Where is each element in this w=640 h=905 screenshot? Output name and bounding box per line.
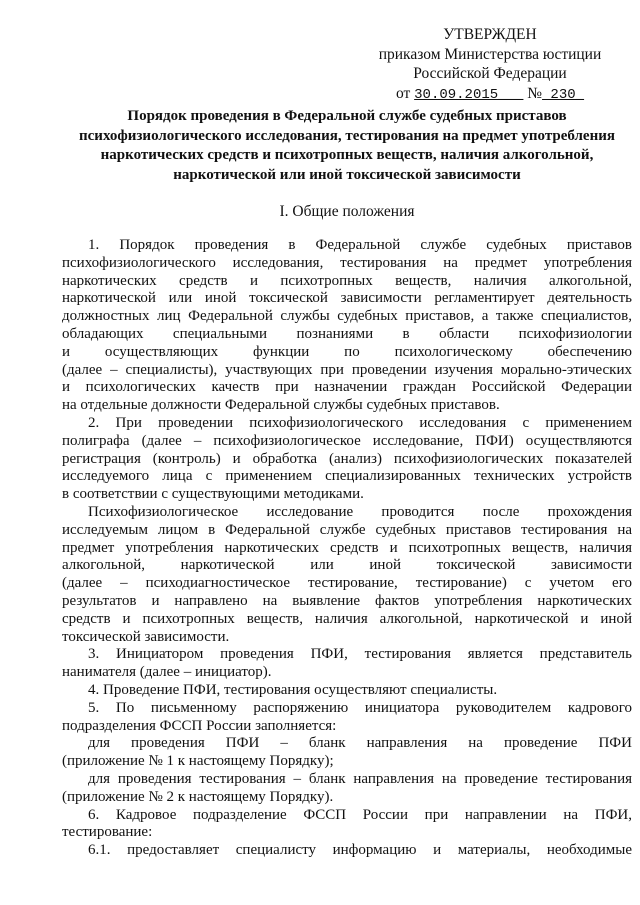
date-prefix: от bbox=[395, 84, 411, 102]
paragraph bbox=[62, 842, 632, 860]
approval-stamp bbox=[370, 25, 610, 105]
order-date: 30.09.2015___ bbox=[414, 86, 524, 103]
paragraph-line: и психологических качеств при назначении граждан Российской Федерации bbox=[62, 379, 632, 396]
paragraph-line: предмет употребления наркотических средств и психотропных веществ, наличия bbox=[62, 539, 632, 556]
paragraph-line: (далее – психодиагностическое тестирование, тестирование) с учетом его bbox=[62, 575, 632, 592]
paragraph-line: в соответствии с существующими методиками. bbox=[62, 486, 364, 503]
paragraph-line: (приложение № 1 к настоящему Порядку); bbox=[62, 753, 334, 770]
paragraph-line: на отдельные должности Федеральной службы судебных приставов. bbox=[62, 397, 500, 414]
document-body bbox=[62, 237, 632, 860]
paragraph-line: полиграфа (далее – психофизиологическое исследование, ПФИ) осуществляются bbox=[62, 432, 632, 449]
number-prefix: № bbox=[527, 84, 543, 102]
paragraph-line: 3. Инициатором проведения ПФИ, тестирования является представитель bbox=[88, 646, 632, 663]
paragraph-line: средств и психотропных веществ, наличия алкогольной, наркотической и иной bbox=[62, 610, 632, 627]
paragraph-line: тестирование: bbox=[62, 824, 153, 841]
paragraph-line: подразделения ФССП России заполняется: bbox=[62, 717, 337, 734]
paragraph-line: (далее – специалисты), участвующих при проведении изучения морально-этических bbox=[62, 361, 632, 378]
paragraph-line: токсической зависимости. bbox=[62, 628, 230, 645]
document-title bbox=[62, 107, 632, 185]
paragraph bbox=[62, 771, 632, 807]
paragraph-line: алкогольной, наркотической или иной токсической зависимости bbox=[62, 557, 632, 574]
paragraph bbox=[62, 646, 632, 682]
paragraph bbox=[62, 682, 632, 700]
paragraph-line: для проведения ПФИ – бланк направления на проведение ПФИ bbox=[88, 735, 632, 752]
paragraph bbox=[62, 237, 632, 415]
paragraph-line: нанимателя (далее – инициатор). bbox=[62, 664, 272, 681]
paragraph-line: регистрация (контроль) и обработка (анализ) психофизиологических показателей bbox=[62, 450, 632, 467]
paragraph-line: обладающих специальными познаниями в области психофизиологии bbox=[62, 325, 632, 342]
paragraph-line: 5. По письменному распоряжению инициатора руководителем кадрового bbox=[88, 699, 632, 716]
paragraph-line: наркотических средств и психотропных веществ, наличия алкогольной, bbox=[62, 272, 632, 289]
order-number: 230_ bbox=[542, 86, 585, 103]
approval-federation: Российской Федерации bbox=[413, 65, 567, 82]
paragraph-line: Психофизиологическое исследование проводится после прохождения bbox=[88, 503, 632, 520]
approval-heading: УТВЕРЖДЕН bbox=[443, 26, 537, 43]
title-line: психофизиологического исследования, тестирования на предмет употребления bbox=[79, 127, 615, 144]
paragraph-line: исследуемого лица с применением специализированных технических устройств bbox=[62, 468, 632, 485]
title-line: наркотической или иной токсической зависимости bbox=[173, 166, 521, 183]
paragraph-line: и осуществляющих функции по психологическому обеспечению bbox=[62, 343, 632, 360]
paragraph-line: должностных лиц Федеральной службы судебных приставов, а также специалистов, bbox=[62, 308, 632, 325]
paragraph bbox=[62, 700, 632, 736]
paragraph-line: (приложение № 2 к настоящему Порядку). bbox=[62, 788, 334, 805]
paragraph-line: исследуемым лицом в Федеральной службе судебных приставов тестирования на bbox=[62, 521, 632, 538]
approval-order: приказом Министерства юстиции bbox=[378, 45, 602, 63]
paragraph-line: 4. Проведение ПФИ, тестирования осуществляют специалисты. bbox=[88, 681, 498, 698]
paragraph bbox=[62, 735, 632, 771]
paragraph-line: 2. При проведении психофизиологического исследования с применением bbox=[88, 414, 632, 431]
paragraph-line: результатов и направлено на выявление фактов употребления наркотических bbox=[62, 592, 632, 609]
paragraph-line: наркотической или иной токсической зависимости регламентирует деятельность bbox=[62, 290, 632, 307]
paragraph-line: психофизиологического исследования, тестирования на предмет употребления bbox=[62, 254, 632, 271]
paragraph-line: 6. Кадровое подразделение ФССП России при направлении на ПФИ, bbox=[88, 806, 632, 823]
paragraph-line: для проведения тестирования – бланк направления на проведение тестирования bbox=[88, 770, 632, 787]
paragraph bbox=[62, 807, 632, 843]
paragraph bbox=[62, 415, 632, 504]
title-line: наркотических средств и психотропных веществ, наличия алкогольной, bbox=[100, 147, 594, 163]
section-heading: I. Общие положения bbox=[279, 203, 415, 220]
title-line: Порядок проведения в Федеральной службе судебных приставов bbox=[127, 108, 567, 124]
paragraph-line: 6.1. предоставляет специалисту информацию и материалы, необходимые bbox=[88, 842, 632, 859]
paragraph-line: 1. Порядок проведения в Федеральной службе судебных приставов bbox=[88, 237, 632, 253]
approval-date-line bbox=[370, 84, 610, 106]
paragraph bbox=[62, 504, 632, 646]
